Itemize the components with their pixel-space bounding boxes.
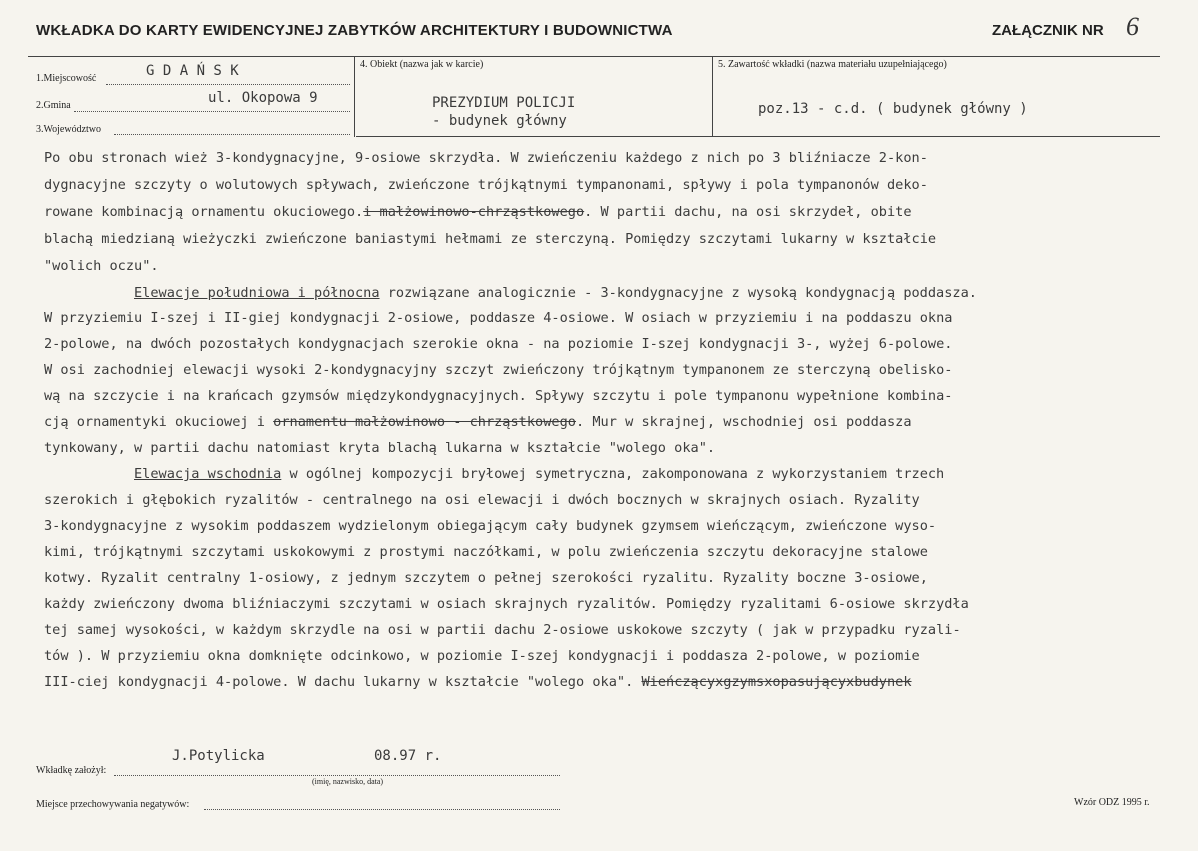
text-span: tej samej wysokości, w każdym skrzydle na osi w partii dachu 2-osiowe uskokowe szczyty ( jak w przypadku ryzali-: [44, 622, 961, 638]
text-span: tów ). W przyziemiu okna domknięte odcinkowo, w poziomie I-szej kondygnacji i poddasza 2-polowe, w poziomie: [44, 648, 920, 664]
miejscowosc-line: [106, 84, 350, 85]
divider-left: [354, 56, 355, 137]
form-version: Wzór ODZ 1995 r.: [1074, 797, 1150, 808]
text-span: 3-kondygnacyjne z wysokim poddaszem wydzielonym obiegającym cały budynek gzymsem wieńczącym, zwieńczone wyso-: [44, 518, 937, 534]
text-span: kotwy. Ryzalit centralny 1-osiowy, z jednym szczytem o pełnej szerokości ryzalitu. Ryzality boczne 3-osiowe,: [44, 570, 928, 586]
text-line: [44, 336, 952, 352]
text-line: [44, 177, 928, 193]
obiekt-subtitle: - budynek główny: [432, 113, 567, 129]
miejsce-line: [204, 809, 560, 810]
text-line: [44, 310, 952, 326]
text-span: . Mur w skrajnej, wschodniej osi poddasza: [575, 414, 912, 430]
text-line: [44, 388, 952, 404]
text-line: [44, 648, 920, 664]
gmina-line: [74, 111, 350, 112]
zawartosc-label: 5. Zawartość wkładki (nazwa materiału uzupełniającego): [718, 59, 947, 70]
attachment-number: 6: [1126, 12, 1139, 41]
text-line: [134, 466, 944, 482]
text-line: [44, 518, 936, 534]
miejscowosc-value: G D A Ń S K: [146, 63, 239, 79]
text-line: [44, 440, 715, 456]
section-heading-south-north: Elewacje południowa i północna: [134, 285, 380, 301]
text-span: rozwiązane analogicznie - 3-kondygnacyjne z wysoką kondygnacją poddasza.: [379, 285, 977, 301]
text-span: szerokich i głębokich ryzalitów - centralnego na osi elewacji i dwóch bocznych w skrajnych osiach. Ryzality: [44, 492, 920, 508]
header-fields-box: [28, 55, 1160, 137]
text-span: rowane kombinacją ornamentu okuciowego.: [44, 204, 364, 220]
text-line: [44, 492, 920, 508]
text-span: Po obu stronach wież 3-kondygnacyjne, 9-osiowe skrzydła. W zwieńczeniu każdego z nich po 3 bliźniacze 2-kon-: [44, 150, 928, 166]
text-span: III-ciej kondygnacji 4-polowe. W dachu lukarny w kształcie "wolego oka".: [44, 674, 642, 690]
text-span: wą na szczycie i na krańcach gzymsów międzykondygnacyjnych. Spływy szczytu i pole tympanonu wypełnione kombina-: [44, 388, 953, 404]
text-span: W przyziemiu I-szej i II-giej kondygnacji 2-osiowe, poddasze 4-osiowe. W osiach w przyziemiu i na poddaszu okna: [44, 310, 953, 326]
zawartosc-value: poz.13 - c.d. ( budynek główny ): [758, 101, 1028, 117]
text-line: [44, 150, 928, 166]
text-line: [44, 231, 936, 247]
divider-right: [712, 56, 713, 137]
attachment-label: ZAŁĄCZNIK NR: [992, 22, 1104, 39]
text-line: [44, 362, 952, 378]
miejsce-label: Miejsce przechowywania negatywów:: [36, 799, 190, 810]
text-line: [44, 622, 961, 638]
bottom-rule: [356, 136, 1160, 137]
struck-text: Wieńczącyxgzymsxopasującyxbudynek: [641, 674, 912, 690]
obiekt-label: 4. Obiekt (nazwa jak w karcie): [360, 59, 484, 70]
wkladke-line: [114, 775, 560, 776]
text-span: blachą miedzianą wieżyczki zwieńczone baniastymi hełmami ze sterczyną. Pomiędzy szczytami lukarny w kształcie: [44, 231, 937, 247]
text-line: [134, 285, 977, 301]
wkladke-date: 08.97 r.: [374, 748, 442, 764]
text-span: w ogólnej kompozycji bryłowej symetryczna, zakomponowana z wykorzystaniem trzech: [281, 466, 945, 482]
text-line: [44, 570, 928, 586]
text-span: dygnacyjne szczyty o wolutowych spływach, zwieńczone trójkątnymi tympanonami, spływy i pola tympanonów deko-: [44, 177, 928, 193]
text-line: [44, 204, 912, 220]
form-title: WKŁADKA DO KARTY EWIDENCYJNEJ ZABYTKÓW ARCHITEKTURY I BUDOWNICTWA: [36, 22, 673, 39]
text-line: [44, 674, 912, 690]
section-heading-east: Elewacja wschodnia: [134, 466, 282, 482]
text-line: [44, 544, 928, 560]
wkladke-hint: (imię, nazwisko, data): [312, 777, 384, 786]
text-span: cją ornamentyki okuciowej i: [44, 414, 274, 430]
wkladke-label: Wkładkę założył:: [36, 765, 107, 776]
miejscowosc-label: 1.Miejscowość: [36, 73, 97, 84]
gmina-value: ul. Okopowa 9: [208, 90, 318, 106]
text-span: kimi, trójkątnymi szczytami uskokowymi z prostymi naczółkami, w polu zwieńczenia szczytu dekoracyjne stalowe: [44, 544, 928, 560]
gmina-label: 2.Gmina: [36, 100, 71, 111]
text-span: "wolich oczu".: [44, 258, 159, 274]
text-span: . W partii dachu, na osi skrzydeł, obite: [584, 204, 912, 220]
wojewodztwo-line: [114, 134, 350, 135]
text-span: 2-polowe, na dwóch pozostałych kondygnacjach szerokie okna - na poziomie I-szej kondygnacji 3-, wyżej 6-polowe.: [44, 336, 953, 352]
top-rule: [28, 56, 1160, 57]
text-line: [44, 596, 969, 612]
obiekt-name: PREZYDIUM POLICJI: [432, 95, 576, 111]
text-line: [44, 414, 912, 430]
struck-text: ornamentu małżowinowo - chrząstkowego: [273, 414, 576, 430]
text-span: tynkowany, w partii dachu natomiast kryta blachą lukarna w kształcie "wolego oka".: [44, 440, 716, 456]
wojewodztwo-label: 3.Województwo: [36, 124, 102, 135]
text-span: każdy zwieńczony dwoma bliźniaczymi szczytami w osiach skrajnych ryzalitów. Pomiędzy ryzalitami 6-osiowe skrzydła: [44, 596, 969, 612]
text-line: [44, 258, 159, 274]
wkladke-name: J.Potylicka: [172, 748, 265, 764]
struck-text: i małżowinowo-chrząstkowego: [363, 204, 585, 220]
text-span: W osi zachodniej elewacji wysoki 2-kondygnacyjny szczyt zwieńczony trójkątnym tympanonem ze sterczyną obelisko-: [44, 362, 953, 378]
